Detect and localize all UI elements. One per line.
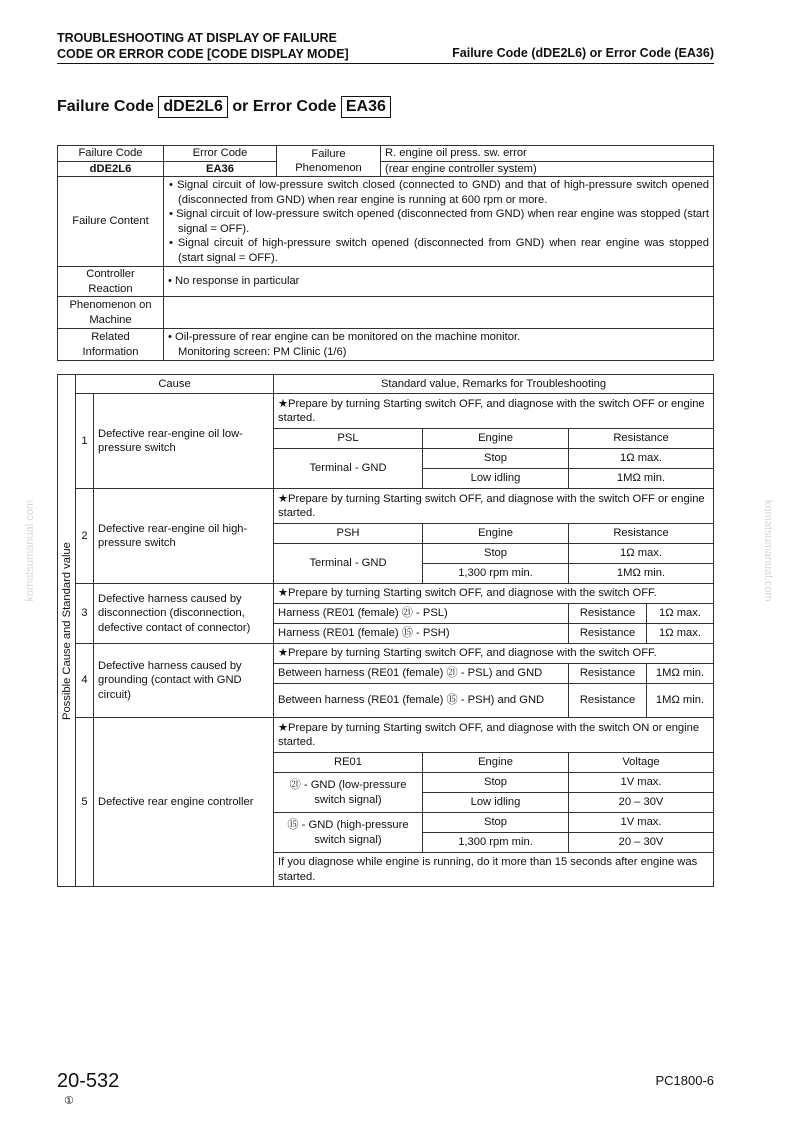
cause-1-col-resistance: Resistance <box>569 429 714 449</box>
header-title-line1: TROUBLESHOOTING AT DISPLAY OF FAILURE <box>57 31 337 45</box>
cause-3-value-1: 1Ω max. <box>647 604 714 624</box>
title-error-code: EA36 <box>341 96 391 118</box>
cause-2-prep: ★ Prepare by turning Starting switch OFF, and diagnose with the switch OFF or engine started. <box>274 489 714 524</box>
model-number: PC1800-6 <box>655 1073 714 1088</box>
cause-1-number: 1 <box>76 394 94 489</box>
machine-phenomenon-value <box>164 297 714 329</box>
watermark-left: komatsumanual.com <box>24 500 36 602</box>
cause-1-col-psl: PSL <box>274 429 423 449</box>
machine-phenomenon-label: Phenomenon on Machine <box>58 297 164 329</box>
cause-5-prep: ★ Prepare by turning Starting switch OFF, and diagnose with the switch ON or engine started. <box>274 718 714 753</box>
cause-5-col-voltage: Voltage <box>569 753 714 773</box>
phenomenon-line1: R. engine oil press. sw. error <box>381 146 714 162</box>
cause-1-value-stop: 1Ω max. <box>569 449 714 469</box>
header-section-title <box>57 30 349 62</box>
cause-1-terminal: Terminal - GND <box>274 449 423 489</box>
cause-5-g1-engine-stop: Stop <box>423 773 569 793</box>
controller-reaction-value: • No response in particular <box>164 267 714 297</box>
error-code-value: EA36 <box>164 161 277 177</box>
cause-4-item-1: Between harness (RE01 (female) ㉑ - PSL) and GND <box>274 664 569 684</box>
cause-2-col-engine: Engine <box>423 524 569 544</box>
revision-mark: ① <box>64 1095 74 1107</box>
cause-1-engine-idle: Low idling <box>423 469 569 489</box>
cause-2-number: 2 <box>76 489 94 584</box>
title-middle: or Error Code <box>232 98 337 115</box>
cause-3-number: 3 <box>76 584 94 644</box>
cause-5-note: If you diagnose while engine is running, do it more than 15 seconds after engine was started. <box>274 853 714 887</box>
failure-code-label: Failure Code <box>58 146 164 162</box>
cause-3-item-1: Harness (RE01 (female) ㉑ - PSL) <box>274 604 569 624</box>
cause-3-label-1: Resistance <box>569 604 647 624</box>
cause-5-col-re01: RE01 <box>274 753 423 773</box>
cause-5-g2-value-rpm: 20 – 30V <box>569 833 714 853</box>
cause-2-col-psh: PSH <box>274 524 423 544</box>
cause-2-terminal: Terminal - GND <box>274 544 423 584</box>
title-prefix: Failure Code <box>57 98 154 115</box>
cause-2-text: Defective rear-engine oil high-pressure switch <box>94 489 274 584</box>
phenomenon-line2: (rear engine controller system) <box>381 161 714 177</box>
phenomenon-label: Failure Phenomenon <box>277 146 381 177</box>
failure-content-item: • Signal circuit of low-pressure switch opened (disconnected from GND) when rear engine was stopped (start signal = OFF). <box>169 208 709 235</box>
cause-5-g2-engine-rpm: 1,300 rpm min. <box>423 833 569 853</box>
cause-2-engine-stop: Stop <box>423 544 569 564</box>
related-info-label: Related Information <box>58 329 164 361</box>
cause-4-item-2: Between harness (RE01 (female) ⑮ - PSH) and GND <box>274 684 569 718</box>
cause-1-col-engine: Engine <box>423 429 569 449</box>
watermark-right: komatsumanual.com <box>762 500 774 602</box>
failure-content-label: Failure Content <box>58 177 164 267</box>
cause-3-text: Defective harness caused by disconnection (disconnection, defective contact of connector) <box>94 584 274 644</box>
cause-5-text: Defective rear engine controller <box>94 718 274 887</box>
cause-1-prep: ★ Prepare by turning Starting switch OFF, and diagnose with the switch OFF or engine started. <box>274 394 714 429</box>
cause-5-number: 5 <box>76 718 94 887</box>
cause-1-value-idle: 1MΩ min. <box>569 469 714 489</box>
cause-header: Cause <box>76 375 274 394</box>
cause-4-label-2: Resistance <box>569 684 647 718</box>
cause-5-col-engine: Engine <box>423 753 569 773</box>
standard-value-header: Standard value, Remarks for Troubleshooting <box>274 375 714 394</box>
cause-1-text: Defective rear-engine oil low-pressure switch <box>94 394 274 489</box>
cause-4-value-1: 1MΩ min. <box>647 664 714 684</box>
cause-2-engine-rpm: 1,300 rpm min. <box>423 564 569 584</box>
failure-content-item: • Signal circuit of high-pressure switch opened (disconnected from GND) when rear engine was stopped (start signal = OFF). <box>169 237 709 264</box>
cause-3-prep: ★ Prepare by turning Starting switch OFF, and diagnose with the switch OFF. <box>274 584 714 604</box>
title-failure-code: dDE2L6 <box>158 96 228 118</box>
header-title-line2: CODE OR ERROR CODE [CODE DISPLAY MODE] <box>57 47 349 61</box>
failure-content-item: • Signal circuit of low-pressure switch closed (connected to GND) and that of high-pressure switch opened (disconnected from GND) when rear engine is running at 600 rpm or more. <box>169 179 709 206</box>
page-title <box>57 96 391 118</box>
cause-4-text: Defective harness caused by grounding (contact with GND circuit) <box>94 644 274 718</box>
cause-5-high-pressure-terminal: ⑮ - GND (high-pressure switch signal) <box>274 813 423 853</box>
cause-4-number: 4 <box>76 644 94 718</box>
cause-1-engine-stop: Stop <box>423 449 569 469</box>
cause-2-value-stop: 1Ω max. <box>569 544 714 564</box>
cause-5-g1-value-stop: 1V max. <box>569 773 714 793</box>
cause-4-value-2: 1MΩ min. <box>647 684 714 718</box>
header-code-title: Failure Code (dDE2L6) or Error Code (EA36) <box>452 46 714 60</box>
cause-5-low-pressure-terminal: ㉑ - GND (low-pressure switch signal) <box>274 773 423 813</box>
cause-3-item-2: Harness (RE01 (female) ⑮ - PSH) <box>274 624 569 644</box>
error-code-label: Error Code <box>164 146 277 162</box>
cause-5-g1-engine-idle: Low idling <box>423 793 569 813</box>
cause-3-label-2: Resistance <box>569 624 647 644</box>
cause-4-label-1: Resistance <box>569 664 647 684</box>
related-info-line1: • Oil-pressure of rear engine can be monitored on the machine monitor. <box>168 331 521 343</box>
failure-info-table <box>57 145 714 361</box>
cause-5-g1-value-idle: 20 – 30V <box>569 793 714 813</box>
page-number: 20-532 <box>57 1070 120 1092</box>
related-info-line2: Monitoring screen: PM Clinic (1/6) <box>178 345 347 358</box>
causes-table <box>57 374 714 887</box>
cause-3-value-2: 1Ω max. <box>647 624 714 644</box>
side-label: Possible Cause and Standard value <box>58 375 76 887</box>
cause-5-g2-value-stop: 1V max. <box>569 813 714 833</box>
cause-2-value-rpm: 1MΩ min. <box>569 564 714 584</box>
cause-2-col-resistance: Resistance <box>569 524 714 544</box>
cause-5-g2-engine-stop: Stop <box>423 813 569 833</box>
header-divider <box>57 63 714 64</box>
cause-4-prep: ★ Prepare by turning Starting switch OFF, and diagnose with the switch OFF. <box>274 644 714 664</box>
controller-reaction-label: Controller Reaction <box>58 267 164 297</box>
failure-code-value: dDE2L6 <box>58 161 164 177</box>
